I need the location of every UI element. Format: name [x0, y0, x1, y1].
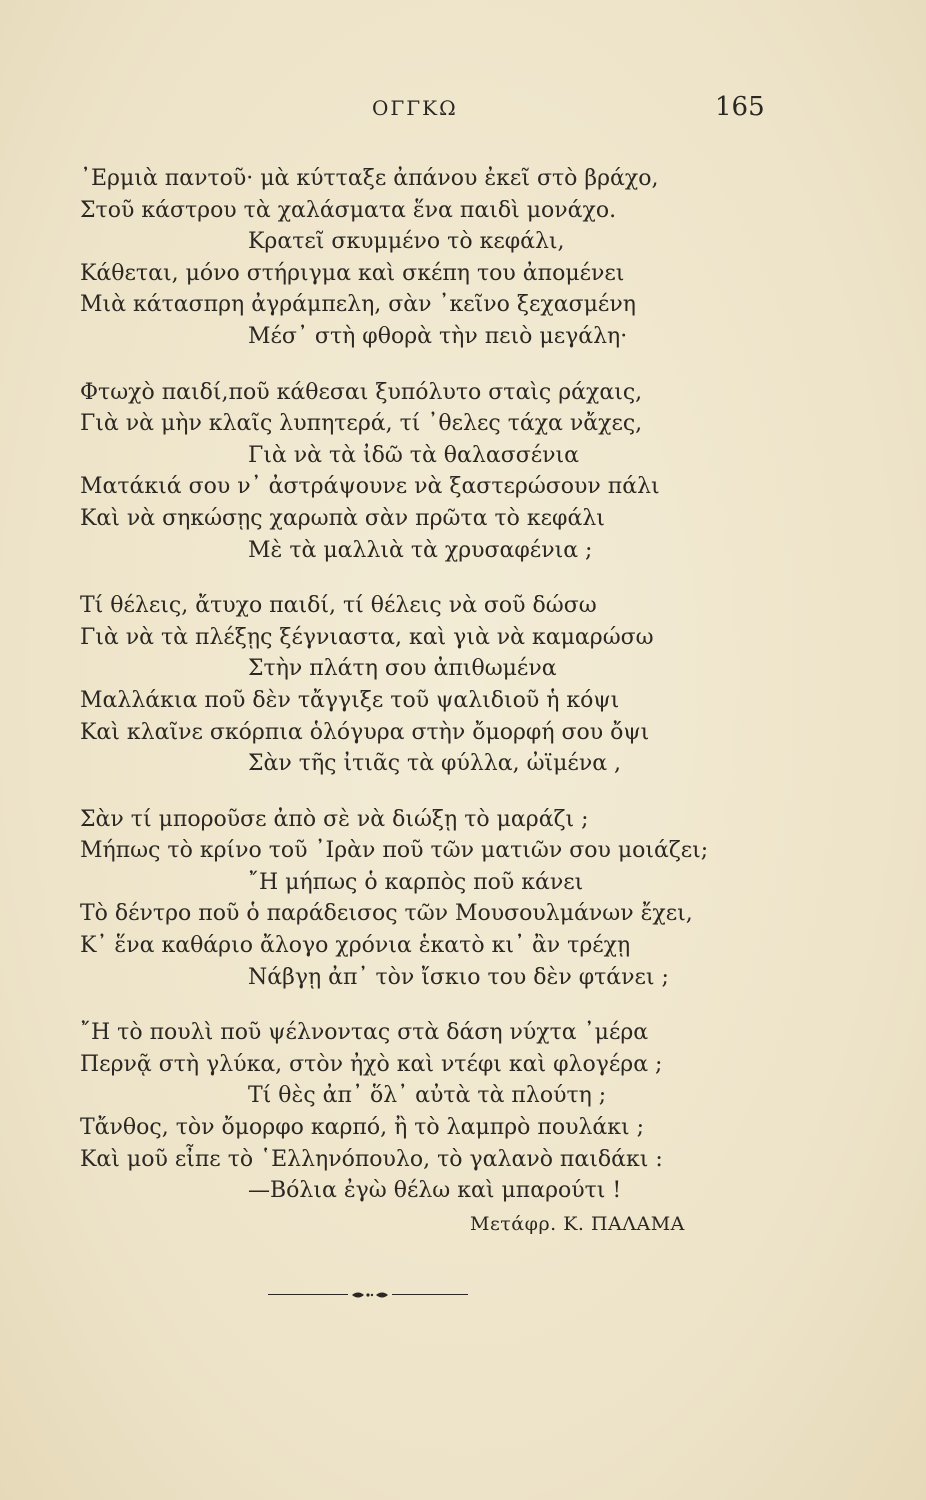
stanza: [80, 590, 760, 780]
poem-line: Περνᾷ στὴ γλύκα, στὸν ἠχὸ καὶ ντέφι καὶ φλογέρα ;: [80, 1051, 663, 1077]
poem-line: Γιὰ νὰ μὴν κλαῖς λυπητερά, τί ᾿θελες τάχα νἄχες,: [80, 411, 643, 437]
poem-line: Στὴν πλάτη σου ἀπιθωμένα: [248, 656, 557, 682]
poem-line: Μέσ᾿ στὴ φθορὰ τὴν πειὸ μεγάλη·: [248, 323, 628, 349]
poem-line: Κρατεῖ σκυμμένο τὸ κεφάλι,: [248, 229, 565, 255]
poem: [80, 163, 760, 1231]
poem-line: Τί θὲς ἀπ᾿ ὅλ᾿ αὐτὰ τὰ πλούτη ;: [248, 1083, 607, 1109]
poem-line: Τί θέλεις, ἄτυχο παιδί, τί θέλεις νὰ σοῦ δώσω: [80, 593, 597, 619]
poem-line: Γιὰ νὰ τὰ πλέξῃς ξέγνιαστα, καὶ γιὰ νὰ καμαρώσω: [80, 624, 654, 650]
poem-line: Σὰν τί μποροῦσε ἀπὸ σὲ νὰ διώξῃ τὸ μαράζι ;: [80, 806, 589, 832]
ornament-center-icon: [350, 1288, 390, 1302]
poem-line: ῎Η τὸ πουλὶ ποῦ ψέλνοντας στὰ δάση νύχτα ᾿μέρα: [80, 1020, 649, 1046]
stanza: [80, 804, 760, 994]
poem-line: ᾿Ερμιὰ παντοῦ· μὰ κύτταξε ἀπάνου ἐκεῖ στὸ βράχο,: [80, 166, 659, 191]
poem-line: —Βόλια ἐγὼ θέλω καὶ μπαρούτι !: [248, 1178, 622, 1204]
poem-line: ῎Η μήπως ὁ καρπὸς ποῦ κάνει: [248, 869, 584, 895]
page-number: 165: [715, 92, 765, 122]
poem-line: Νάβγῃ ἀπ᾿ τὸν ἴσκιο του δὲν φτάνει ;: [248, 964, 669, 990]
poem-line: Φτωχὸ παιδί,ποῦ κάθεσαι ξυπόλυτο σταὶς ράχαις,: [80, 379, 643, 405]
poem-line: Μὲ τὰ μαλλιὰ τὰ χρυσαφένια ;: [248, 537, 593, 563]
tailpiece-ornament-icon: [268, 1288, 468, 1302]
page-header: [0, 92, 926, 132]
stanza: [80, 163, 760, 353]
poem-line: Γιὰ νὰ τὰ ἰδῶ τὰ θαλασσένια: [248, 442, 579, 468]
poem-line: Κ᾿ ἕνα καθάριο ἄλογο χρόνια ἑκατὸ κι᾿ ἂν τρέχῃ: [80, 933, 631, 959]
running-title: ΟΓΓΚΩ: [372, 96, 458, 120]
poem-line: Τἄνθος, τὸν ὄμορφο καρπό, ἢ τὸ λαμπρὸ πουλάκι ;: [80, 1115, 645, 1141]
poem-line: Μήπως τὸ κρίνο τοῦ ᾿Ιρὰν ποῦ τῶν ματιῶν σου μοιάζει;: [80, 838, 709, 864]
translator-signature: Μετάφρ. Κ. ΠΑΛΑΜΑ: [470, 1213, 685, 1235]
poem-line: Ματάκιά σου ν᾿ ἀστράψουνε νὰ ξαστερώσουν πάλι: [80, 474, 660, 500]
poem-line: Στοῦ κάστρου τὰ χαλάσματα ἕνα παιδὶ μονάχο.: [80, 197, 617, 223]
poem-line: Σὰν τῆς ἰτιᾶς τὰ φύλλα, ὠϊμένα ,: [248, 751, 622, 777]
poem-line: Καὶ νὰ σηκώσῃς χαρωπὰ σὰν πρῶτα τὸ κεφάλι: [80, 505, 605, 531]
stanza: [80, 1017, 760, 1207]
poem-line: Καὶ κλαῖνε σκόρπια ὁλόγυρα στὴν ὄμορφή σου ὄψι: [80, 719, 650, 745]
stanza: [80, 377, 760, 567]
poem-line: Τὸ δέντρο ποῦ ὁ παράδεισος τῶν Μουσουλμάνων ἔχει,: [80, 901, 693, 927]
poem-line: Κάθεται, μόνο στήριγμα καὶ σκέπη του ἀπομένει: [80, 260, 625, 286]
poem-line: Μιὰ κάτασπρη ἀγράμπελη, σὰν ᾿κεῖνο ξεχασμένη: [80, 292, 636, 318]
poem-line: Καὶ μοῦ εἶπε τὸ ῾Ελληνόπουλο, τὸ γαλανὸ παιδάκι :: [80, 1146, 663, 1172]
poem-line: Μαλλάκια ποῦ δὲν τἄγγιξε τοῦ ψαλιδιοῦ ἡ κόψι: [80, 687, 620, 713]
